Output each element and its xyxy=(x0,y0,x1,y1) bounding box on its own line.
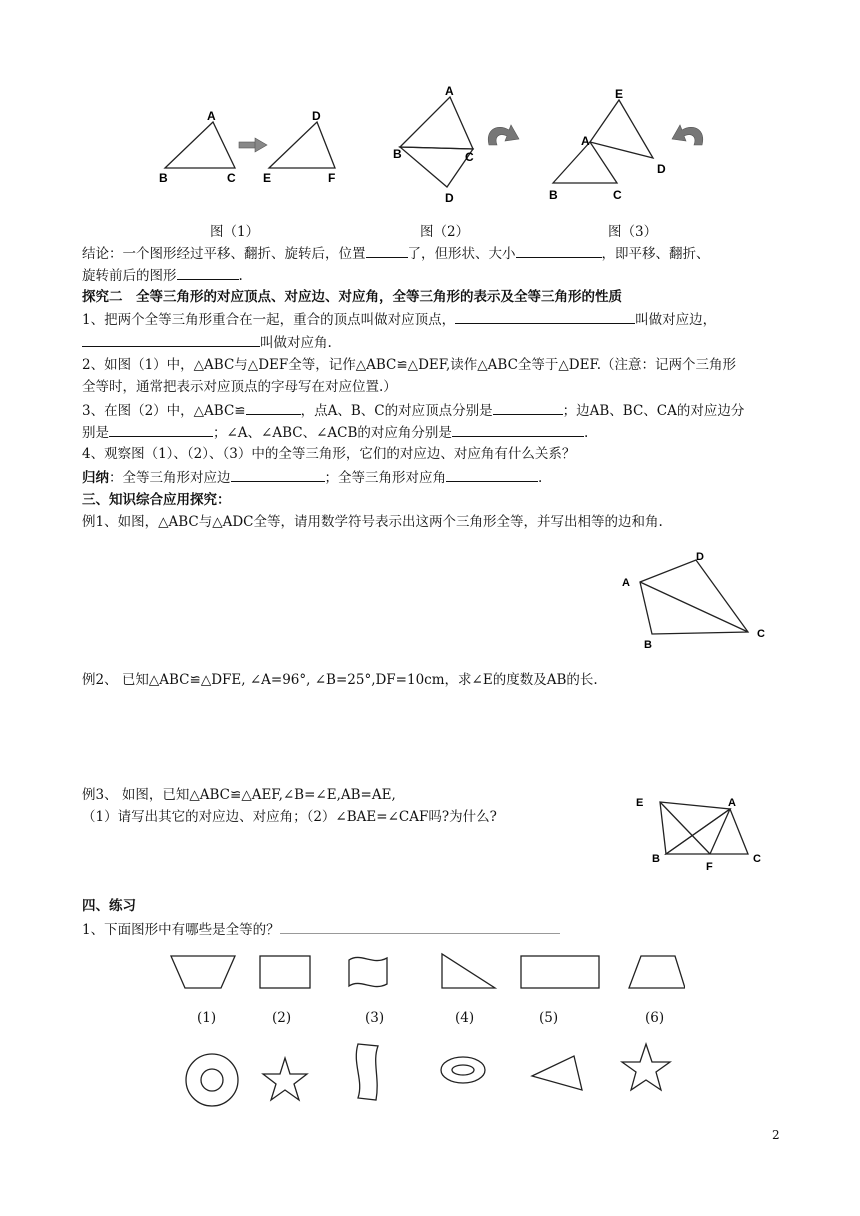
label-e: E xyxy=(615,87,624,101)
label-a: A xyxy=(622,577,630,589)
question-3-line-1: 3、在图（2）中，△ABC≌ ，点A、B、C的对应顶点分别是 ；边AB、BC、CA的对应边分 xyxy=(82,400,744,421)
label-a: A xyxy=(445,85,454,98)
answer-blank[interactable] xyxy=(82,332,260,347)
shapes-row-1 xyxy=(165,950,685,998)
answer-blank[interactable] xyxy=(516,243,602,258)
wavy-strip-shape xyxy=(356,1044,378,1100)
answer-blank[interactable] xyxy=(231,467,325,482)
answer-blank[interactable] xyxy=(280,919,560,934)
summary: 归纳：全等三角形对应边 ；全等三角形对应角 . xyxy=(82,467,542,488)
question-2-line-2: 全等时，通常把表示对应顶点的字母写在对应位置.） xyxy=(82,379,397,395)
triangle-shape xyxy=(532,1056,582,1090)
label-d: D xyxy=(445,191,454,205)
triangle-abc xyxy=(553,142,617,183)
wavy-shape xyxy=(349,957,387,986)
question-3-line-2: 别是 ；∠A、∠ABC、∠ACB的对应角分别是 . xyxy=(82,422,588,443)
example-3-line-2: （1）请写出其它的对应边、对应角；（2）∠BAE=∠CAF吗?为什么? xyxy=(82,809,497,825)
label-f: F xyxy=(328,171,336,185)
shape-labels xyxy=(197,1010,677,1030)
rectangle-shape xyxy=(260,956,310,988)
label-c: C xyxy=(753,853,761,865)
caption-figure-3: 图（3） xyxy=(608,224,658,240)
rotate-arrow-icon xyxy=(488,125,519,145)
conclusion-line-2: 旋转前后的图形 . xyxy=(82,265,243,286)
quadrilateral-abcd xyxy=(640,560,748,634)
label-a: A xyxy=(728,797,736,809)
conclusion-line-1: 结论：一个图形经过平移、翻折、旋转后，位置 了，但形状、大小 ，即平移、翻折、 xyxy=(82,243,710,264)
label-b: B xyxy=(652,853,660,865)
answer-blank[interactable] xyxy=(177,265,239,280)
ring-inner xyxy=(201,1069,223,1091)
answer-blank[interactable] xyxy=(493,400,563,415)
label-d: D xyxy=(696,551,704,563)
section-3-title: 三、知识综合应用探究： xyxy=(82,492,231,508)
example-3-line-1: 例3、 如图，已知△ABC≌△AEF,∠B=∠E,AB=AE, xyxy=(82,787,396,803)
label-c: C xyxy=(757,628,765,640)
shapes-row-2 xyxy=(180,1038,680,1108)
label-d: D xyxy=(312,109,321,123)
figure-2 xyxy=(385,85,535,210)
triangle-aef xyxy=(660,802,730,854)
rectangle-shape xyxy=(521,956,599,988)
answer-blank[interactable] xyxy=(109,422,213,437)
label-d: D xyxy=(657,162,666,176)
shape-label: (2) xyxy=(272,1010,292,1026)
question-1-cont: 叫做对应角. xyxy=(82,332,332,353)
ring-shape xyxy=(186,1054,238,1106)
label-b: B xyxy=(549,188,558,202)
trapezoid-shape xyxy=(171,956,235,988)
answer-blank[interactable] xyxy=(455,309,635,324)
triangle-abc xyxy=(165,122,235,168)
shape-label: (3) xyxy=(365,1010,385,1026)
page-number: 2 xyxy=(772,1128,780,1142)
label-b: B xyxy=(393,147,402,161)
answer-blank[interactable] xyxy=(452,422,584,437)
label-c: C xyxy=(227,171,236,185)
label-a: A xyxy=(581,134,590,148)
question-4: 4、观察图（1）、（2）、（3）中的全等三角形，它们的对应边、对应角有什么关系？ xyxy=(82,446,576,462)
caption-figure-2: 图（2） xyxy=(420,224,470,240)
label-c: C xyxy=(613,188,622,202)
answer-blank[interactable] xyxy=(246,400,301,415)
example-2: 例2、 已知△ABC≌△DFE, ∠A=96°, ∠B=25°,DF=10cm，求∠E的度数及AB的长. xyxy=(82,672,598,688)
triangle-aed xyxy=(590,100,653,158)
figure-3 xyxy=(545,85,710,210)
label-b: B xyxy=(644,639,652,651)
caption-figure-1: 图（1） xyxy=(210,224,260,240)
example-1-figure xyxy=(618,548,778,653)
label-f: F xyxy=(706,861,713,873)
answer-blank[interactable] xyxy=(446,467,538,482)
example-3-figure xyxy=(630,792,780,874)
label-c: C xyxy=(465,150,474,164)
rotate-arrow-icon xyxy=(672,125,703,145)
question-2-line-1: 2、如图（1）中，△ABC与△DEF全等，记作△ABC≌△DEF,读作△ABC全等于△DEF.（注意：记两个三角形 xyxy=(82,357,737,373)
star-shape xyxy=(263,1058,307,1100)
section-4-title: 四、练习 xyxy=(82,898,136,914)
exercise-1: 1、下面图形中有哪些是全等的？ xyxy=(82,919,560,940)
label-a: A xyxy=(207,109,216,123)
triangle-abc xyxy=(400,97,473,149)
section-2-title: 探究二 全等三角形的对应顶点、对应边、对应角，全等三角形的表示及全等三角形的性质 xyxy=(82,289,622,305)
triangle-abc xyxy=(666,809,748,854)
figure-1 xyxy=(155,105,365,185)
label-e: E xyxy=(636,797,644,809)
shape-label: (6) xyxy=(645,1010,665,1026)
triangle-def xyxy=(269,122,335,168)
example-1: 例1、如图，△ABC与△ADC全等，请用数学符号表示出这两个三角形全等，并写出相等的边和角. xyxy=(82,514,663,530)
right-arrow-icon xyxy=(239,138,267,152)
star-shape xyxy=(622,1044,670,1090)
triangle-dbc xyxy=(400,147,473,187)
right-triangle-shape xyxy=(442,954,495,988)
oval-ring-inner xyxy=(452,1065,474,1075)
shape-label: (4) xyxy=(455,1010,475,1026)
oval-ring-shape xyxy=(441,1057,485,1083)
shape-label: (1) xyxy=(197,1010,217,1026)
question-1: 1、把两个全等三角形重合在一起，重合的顶点叫做对应顶点， 叫做对应边， xyxy=(82,309,716,330)
trapezoid-shape xyxy=(629,956,685,988)
shape-label: (5) xyxy=(539,1010,559,1026)
label-e: E xyxy=(263,171,272,185)
answer-blank[interactable] xyxy=(366,243,408,258)
diagonal-ac xyxy=(640,582,748,632)
label-b: B xyxy=(159,171,168,185)
